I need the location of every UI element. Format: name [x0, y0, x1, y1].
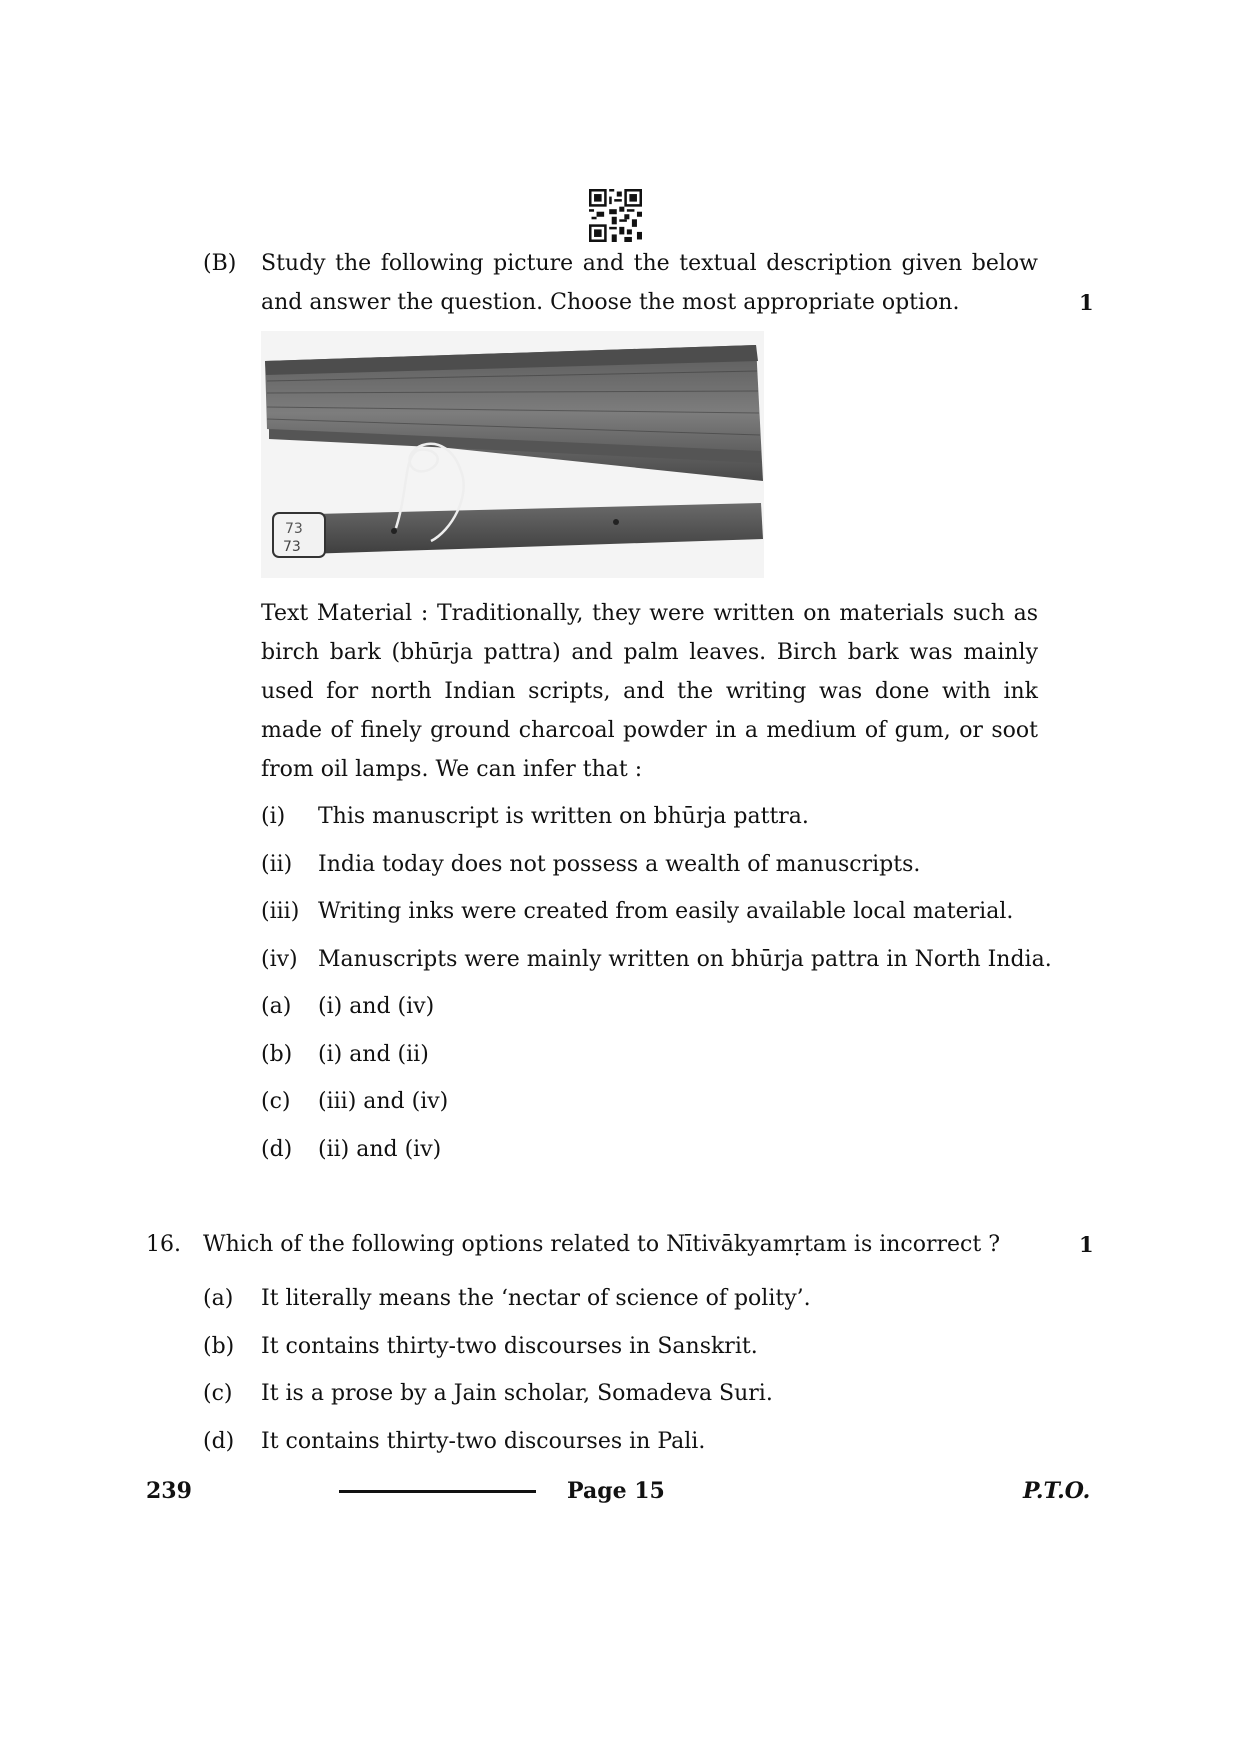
statement-number: (i) — [261, 804, 286, 829]
marks: 1 — [1079, 290, 1094, 315]
question-marks: 1 — [1079, 1232, 1094, 1257]
option-text: (i) and (ii) — [318, 1042, 429, 1067]
pto-label: P.T.O. — [1023, 1478, 1091, 1504]
section-instruction-line-2: and answer the question. Choose the most appropriate option. — [261, 290, 960, 315]
option-label: (b) — [261, 1042, 293, 1067]
paper-code: 239 — [146, 1478, 192, 1504]
image-tag: 73 — [285, 521, 303, 537]
statement-text: India today does not possess a wealth of manuscripts. — [318, 852, 921, 877]
option-label: (c) — [261, 1089, 291, 1114]
statement-number: (iii) — [261, 899, 300, 924]
option-label: (b) — [203, 1334, 235, 1359]
statement-number: (ii) — [261, 852, 293, 877]
option-label: (a) — [261, 994, 292, 1019]
option-text: It is a prose by a Jain scholar, Somadeva Suri. — [261, 1381, 773, 1406]
option-text: (i) and (iv) — [318, 994, 435, 1019]
option-text: (iii) and (iv) — [318, 1089, 449, 1114]
statement-text: Manuscripts were mainly written on bhūrja pattra in North India. — [318, 947, 1052, 972]
text-material-line-4: made of finely ground charcoal powder in a medium of gum, or soot — [261, 718, 1038, 743]
text-material-line-5: from oil lamps. We can infer that : — [261, 757, 643, 782]
option-label: (a) — [203, 1286, 234, 1311]
qr-code — [589, 189, 642, 242]
option-text: (ii) and (iv) — [318, 1137, 442, 1162]
section-instruction-line-1: Study the following picture and the textual description given below — [261, 251, 1038, 276]
question-text: Which of the following options related to Nītivākyamṛtam is incorrect ? — [203, 1232, 1000, 1257]
text-material-line-2: birch bark (bhūrja pattra) and palm leaves. Birch bark was mainly — [261, 640, 1038, 665]
text-material-line-1: Text Material : Traditionally, they were written on materials such as — [261, 601, 1038, 626]
section-label: (B) — [203, 251, 237, 276]
option-label: (d) — [261, 1137, 293, 1162]
option-label: (d) — [203, 1429, 235, 1454]
statement-text: Writing inks were created from easily available local material. — [318, 899, 1014, 924]
statement-number: (iv) — [261, 947, 298, 972]
page-number: Page 15 — [567, 1478, 665, 1504]
option-text: It literally means the ‘nectar of science of polity’. — [261, 1286, 811, 1311]
question-number: 16. — [146, 1232, 181, 1257]
statement-text: This manuscript is written on bhūrja pattra. — [318, 804, 809, 829]
image-tag-lower: 73 — [283, 539, 301, 555]
footer-divider — [339, 1490, 536, 1493]
manuscript-photo — [261, 331, 764, 578]
option-text: It contains thirty-two discourses in Sanskrit. — [261, 1334, 758, 1359]
option-label: (c) — [203, 1381, 233, 1406]
text-material-line-3: used for north Indian scripts, and the writing was done with ink — [261, 679, 1038, 704]
option-text: It contains thirty-two discourses in Pali. — [261, 1429, 706, 1454]
